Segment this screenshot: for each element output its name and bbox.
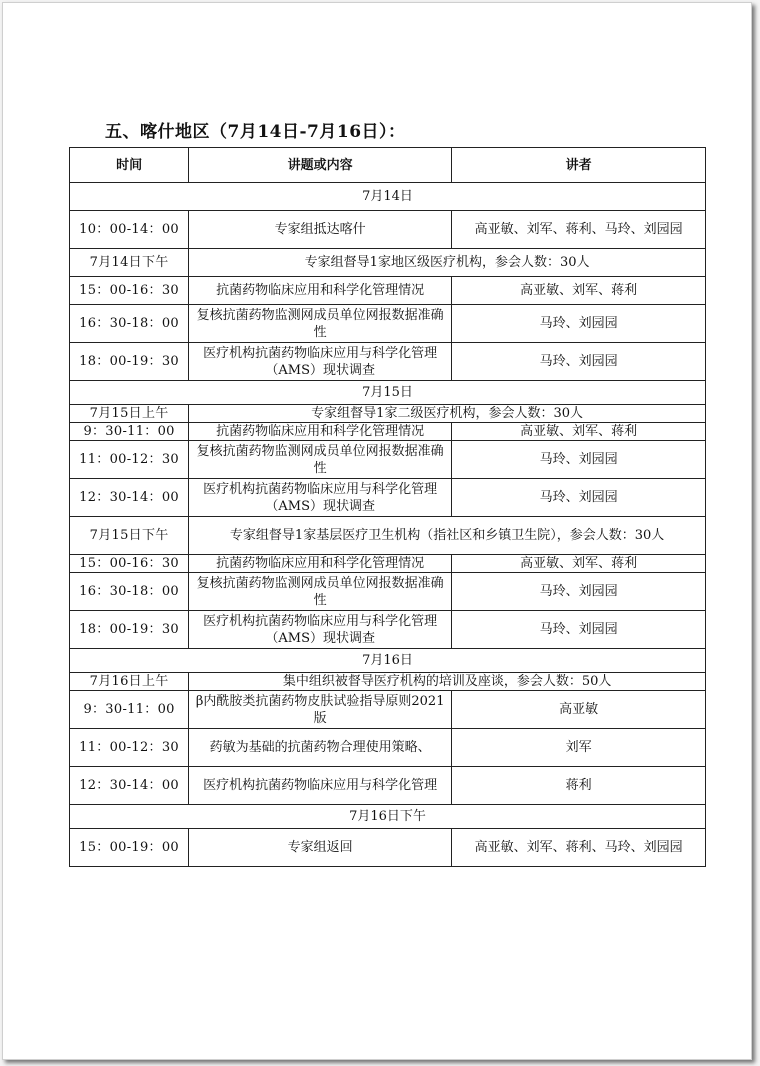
session-text: 专家组督导1家基层医疗卫生机构（指社区和乡镇卫生院），参会人数：30人 (189, 517, 706, 555)
day-label: 7月14日 (70, 183, 706, 211)
section-title: 五、喀什地区（7月14日-7月16日）： (105, 122, 406, 142)
row-speaker: 高亚敏、刘军、蒋利 (452, 277, 706, 305)
session-time: 7月16日上午 (70, 673, 189, 691)
table-row (70, 479, 706, 517)
day-label: 7月15日 (70, 381, 706, 405)
row-time: 12：30-14：00 (70, 479, 189, 517)
day-row (70, 649, 706, 673)
session-text: 专家组督导1家地区级医疗机构，参会人数：30人 (189, 249, 706, 277)
row-speaker: 高亚敏、刘军、蒋利 (452, 423, 706, 441)
schedule-table (69, 147, 706, 867)
row-topic: 抗菌药物临床应用和科学化管理情况 (189, 277, 452, 305)
row-time: 10：00-14：00 (70, 211, 189, 249)
row-speaker: 高亚敏、刘军、蒋利、马玲、刘园园 (452, 829, 706, 867)
row-topic: 复核抗菌药物监测网成员单位网报数据准确性 (189, 441, 452, 479)
row-topic: 专家组抵达喀什 (189, 211, 452, 249)
row-topic: 复核抗菌药物监测网成员单位网报数据准确性 (189, 305, 452, 343)
row-time: 16：30-18：00 (70, 305, 189, 343)
table-row (70, 573, 706, 611)
session-row (70, 673, 706, 691)
table-row (70, 305, 706, 343)
row-speaker: 马玲、刘园园 (452, 611, 706, 649)
row-topic: 医疗机构抗菌药物临床应用与科学化管理 (189, 767, 452, 805)
table-row (70, 211, 706, 249)
table-row (70, 611, 706, 649)
row-time: 16：30-18：00 (70, 573, 189, 611)
row-topic: 抗菌药物临床应用和科学化管理情况 (189, 423, 452, 441)
row-speaker: 刘军 (452, 729, 706, 767)
session-text: 专家组督导1家二级医疗机构，参会人数：30人 (189, 405, 706, 423)
document-page (2, 2, 752, 1060)
row-time: 18：00-19：30 (70, 611, 189, 649)
row-topic: β内酰胺类抗菌药物皮肤试验指导原则2021版 (189, 691, 452, 729)
row-speaker: 高亚敏、刘军、蒋利 (452, 555, 706, 573)
row-time: 11：00-12：30 (70, 441, 189, 479)
row-time: 9：30-11：00 (70, 423, 189, 441)
row-speaker: 马玲、刘园园 (452, 479, 706, 517)
session-row (70, 249, 706, 277)
table-row (70, 729, 706, 767)
row-speaker: 马玲、刘园园 (452, 305, 706, 343)
session-time: 7月15日下午 (70, 517, 189, 555)
table-row (70, 829, 706, 867)
day-row (70, 381, 706, 405)
row-time: 11：00-12：30 (70, 729, 189, 767)
session-time: 7月14日下午 (70, 249, 189, 277)
session-text: 集中组织被督导医疗机构的培训及座谈，参会人数：50人 (189, 673, 706, 691)
row-topic: 医疗机构抗菌药物临床应用与科学化管理（AMS）现状调查 (189, 479, 452, 517)
row-topic: 专家组返回 (189, 829, 452, 867)
day-row (70, 805, 706, 829)
table-row (70, 343, 706, 381)
table-row (70, 277, 706, 305)
row-topic: 医疗机构抗菌药物临床应用与科学化管理（AMS）现状调查 (189, 611, 452, 649)
row-time: 18：00-19：30 (70, 343, 189, 381)
day-row (70, 183, 706, 211)
session-row (70, 405, 706, 423)
table-row (70, 767, 706, 805)
table-row (70, 441, 706, 479)
table-row (70, 691, 706, 729)
header-time: 时间 (70, 148, 189, 183)
table-row (70, 555, 706, 573)
row-time: 15：00-16：30 (70, 277, 189, 305)
day-label: 7月16日 (70, 649, 706, 673)
row-speaker: 蒋利 (452, 767, 706, 805)
row-time: 9：30-11：00 (70, 691, 189, 729)
row-speaker: 高亚敏 (452, 691, 706, 729)
row-time: 12：30-14：00 (70, 767, 189, 805)
session-time: 7月15日上午 (70, 405, 189, 423)
row-topic: 医疗机构抗菌药物临床应用与科学化管理（AMS）现状调查 (189, 343, 452, 381)
row-time: 15：00-16：30 (70, 555, 189, 573)
row-speaker: 高亚敏、刘军、蒋利、马玲、刘园园 (452, 211, 706, 249)
row-topic: 药敏为基础的抗菌药物合理使用策略、 (189, 729, 452, 767)
day-label: 7月16日下午 (70, 805, 706, 829)
row-topic: 复核抗菌药物监测网成员单位网报数据准确性 (189, 573, 452, 611)
session-row (70, 517, 706, 555)
row-time: 15：00-19：00 (70, 829, 189, 867)
row-speaker: 马玲、刘园园 (452, 441, 706, 479)
table-header-row (70, 148, 706, 183)
header-topic: 讲题或内容 (189, 148, 452, 183)
row-topic: 抗菌药物临床应用和科学化管理情况 (189, 555, 452, 573)
row-speaker: 马玲、刘园园 (452, 343, 706, 381)
row-speaker: 马玲、刘园园 (452, 573, 706, 611)
header-speaker: 讲者 (452, 148, 706, 183)
table-row (70, 423, 706, 441)
